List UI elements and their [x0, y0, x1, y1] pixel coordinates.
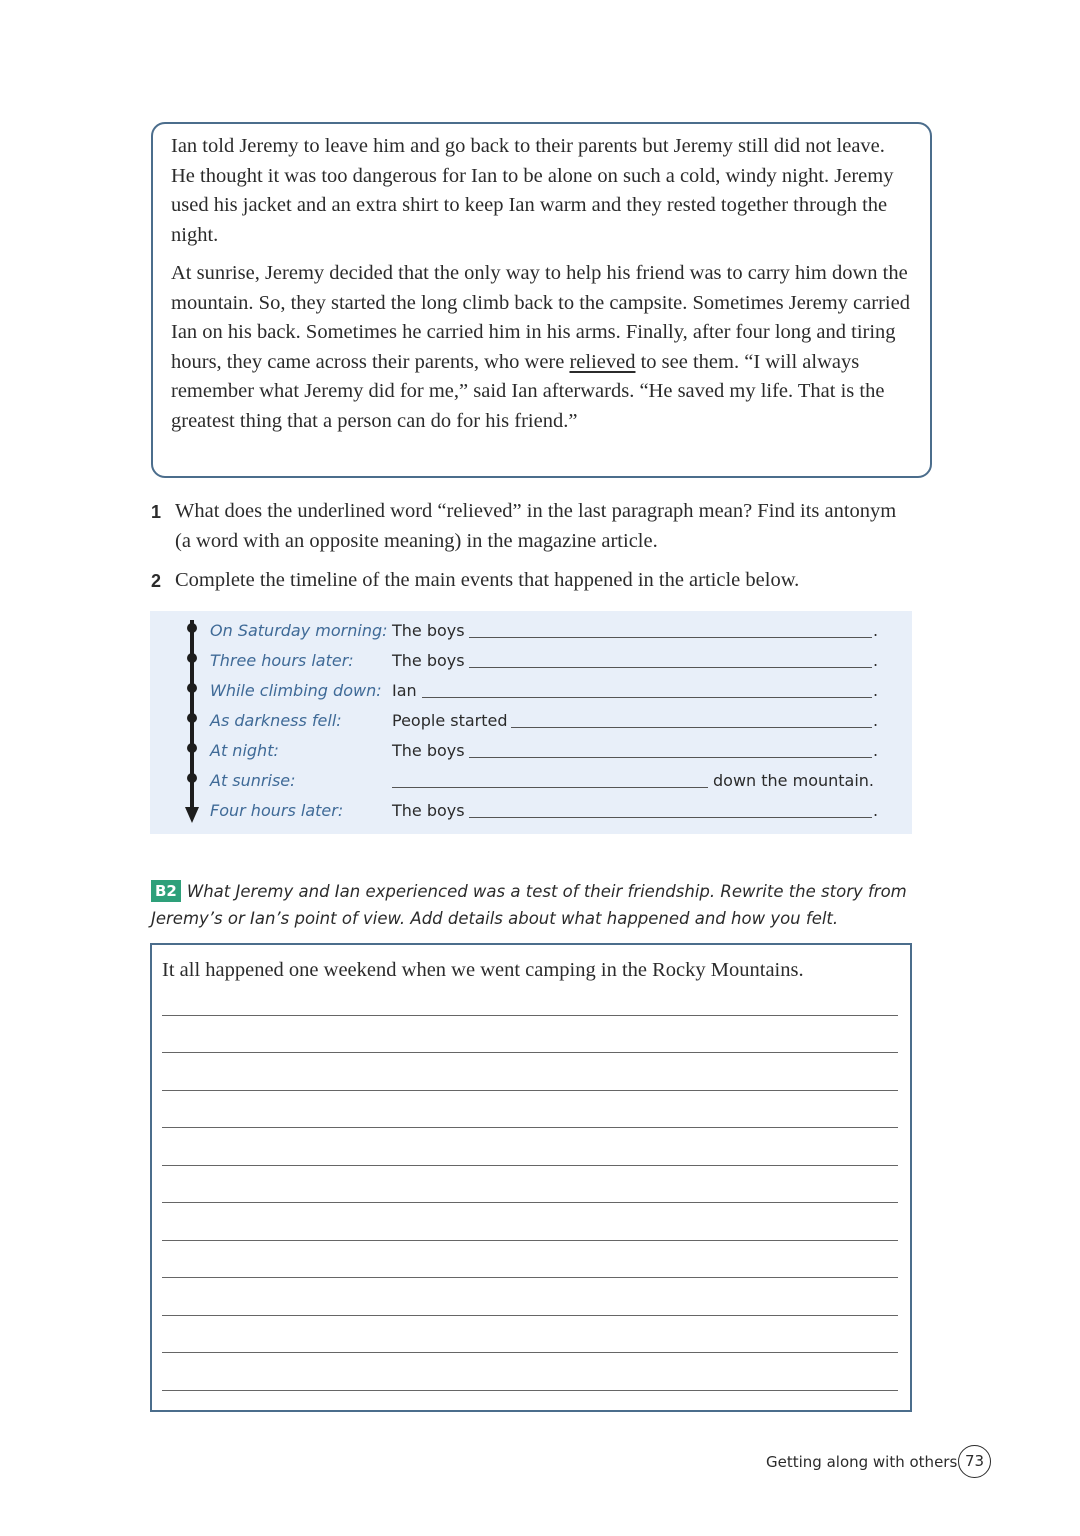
timeline-prefix: The boys	[392, 741, 465, 760]
question-text: What does the underlined word “relieved” in the last paragraph mean? Find its antonym (a word with an opposite meaning) in the magazine article.	[175, 500, 897, 552]
timeline-prefix: The boys	[392, 621, 465, 640]
question-2	[151, 566, 911, 597]
story-paragraph-1: Ian told Jeremy to leave him and go back to their parents but Jeremy still did not leave. He thought it was too dangerous for Ian to be alone on such a cold, windy night. Jeremy used his jacket and an extra shirt to keep Ian warm and they rested together through the night.	[171, 135, 894, 246]
question-number: 1	[151, 502, 162, 522]
timeline-row	[210, 646, 890, 676]
timeline-label: At night:	[210, 741, 279, 760]
timeline-row	[210, 616, 890, 646]
writing-area[interactable]	[150, 943, 912, 1412]
page-number: 73	[958, 1445, 991, 1478]
story-text-box	[151, 122, 932, 478]
timeline-label: Three hours later:	[210, 651, 354, 670]
answer-blank[interactable]	[422, 697, 872, 698]
story-paragraph-2	[171, 259, 912, 436]
answer-blank[interactable]	[469, 637, 872, 638]
writing-line[interactable]	[162, 1090, 898, 1091]
b2-instructions-text: What Jeremy and Ian experienced was a test of their friendship. Rewrite the story from Jeremy’s or Ian’s point of view. Add details about what happened and how you felt.	[151, 882, 907, 928]
writing-line[interactable]	[162, 1052, 898, 1053]
writing-line[interactable]	[162, 1277, 898, 1278]
answer-blank[interactable]	[469, 817, 872, 818]
timeline-row	[210, 766, 890, 796]
timeline-label: As darkness fell:	[210, 711, 342, 730]
writing-line[interactable]	[162, 1015, 898, 1016]
timeline-row	[210, 796, 890, 826]
story-starter-sentence: It all happened one weekend when we went camping in the Rocky Mountains.	[162, 959, 804, 981]
writing-line[interactable]	[162, 1240, 898, 1241]
b2-task-instructions	[151, 878, 911, 932]
story-paragraph-2-part-2: to see them. “I will always remember what Jeremy did for me,” said Ian afterwards. “He saved my life. That is the greatest thing that a person can do for his friend.”	[171, 350, 885, 432]
answer-blank[interactable]	[469, 667, 872, 668]
timeline-label: While climbing down:	[210, 681, 382, 700]
timeline-row	[210, 706, 890, 736]
writing-line[interactable]	[162, 1202, 898, 1203]
timeline-prefix: People started	[392, 711, 508, 730]
writing-line[interactable]	[162, 1165, 898, 1166]
writing-line[interactable]	[162, 1127, 898, 1128]
answer-blank[interactable]	[511, 727, 872, 728]
timeline-exercise	[150, 611, 912, 834]
timeline-suffix: .	[873, 621, 879, 640]
underlined-word-relieved: relieved	[569, 350, 636, 373]
timeline-suffix: .	[873, 741, 879, 760]
timeline-suffix: .	[873, 711, 879, 730]
timeline-row	[210, 676, 890, 706]
timeline-row	[210, 736, 890, 766]
question-number: 2	[151, 571, 162, 591]
timeline-label: At sunrise:	[210, 771, 296, 790]
timeline-suffix: .	[873, 801, 879, 820]
timeline-suffix: down the mountain.	[713, 771, 875, 790]
timeline-label: Four hours later:	[210, 801, 344, 820]
answer-blank[interactable]	[392, 787, 708, 788]
timeline-dot-icon	[187, 713, 197, 723]
timeline-suffix: .	[873, 681, 879, 700]
arrow-down-icon	[185, 807, 199, 823]
timeline-suffix: .	[873, 651, 879, 670]
timeline-prefix: The boys	[392, 651, 465, 670]
timeline-dot-icon	[187, 683, 197, 693]
timeline-dot-icon	[187, 623, 197, 633]
questions-list	[151, 497, 911, 607]
writing-line[interactable]	[162, 1315, 898, 1316]
story-paragraph-2-part-1: At sunrise, Jeremy decided that the only way to help his friend was to carry him down the mountain. So, they started the long climb back to the campsite. Sometimes Jeremy carried Ian on his back. Sometimes he carried him in his arms. Finally, after four long and tiring hours, they came across their parents, who were	[171, 262, 910, 373]
timeline-prefix: The boys	[392, 801, 465, 820]
question-1	[151, 497, 911, 556]
level-badge: B2	[151, 880, 181, 902]
timeline-dot-icon	[187, 653, 197, 663]
answer-blank[interactable]	[469, 757, 872, 758]
writing-line[interactable]	[162, 1352, 898, 1353]
question-text: Complete the timeline of the main events that happened in the article below.	[175, 569, 800, 591]
timeline-dot-icon	[187, 773, 197, 783]
timeline-label: On Saturday morning:	[210, 621, 388, 640]
timeline-dot-icon	[187, 743, 197, 753]
writing-line[interactable]	[162, 1390, 898, 1391]
timeline-prefix: Ian	[392, 681, 417, 700]
chapter-title: Getting along with others	[766, 1453, 958, 1471]
